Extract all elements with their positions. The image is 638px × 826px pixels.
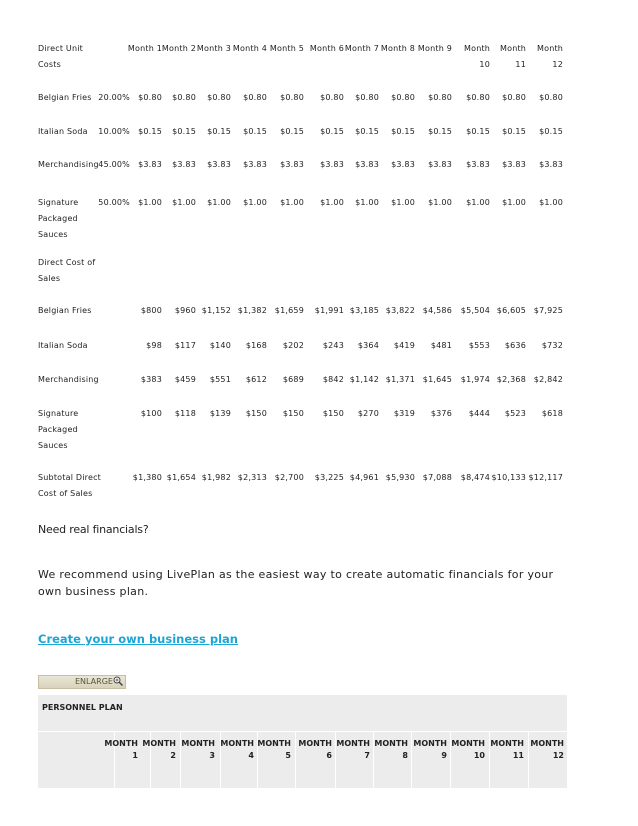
table-cell: $140 [209, 341, 231, 350]
table-cell: $0.80 [243, 93, 267, 102]
table-cell: $1,645 [422, 375, 452, 384]
table-cell: $0.80 [539, 93, 563, 102]
table-cell: $0.80 [391, 93, 415, 102]
table-cell: $612 [245, 375, 267, 384]
row-percent: 10.00% [98, 127, 130, 136]
table-cell: $100 [140, 409, 162, 418]
row-label: Merchandising [38, 375, 99, 384]
personnel-month-header: MONTH 8 [374, 739, 408, 760]
table-cell: $3.83 [138, 160, 162, 169]
month-header: Month 5 [269, 44, 304, 53]
table-cell: $3.83 [207, 160, 231, 169]
table-cell: $150 [322, 409, 344, 418]
subtotal-cell: $3,225 [314, 473, 344, 482]
table-cell: $1.00 [539, 198, 563, 207]
month-header: Month 10 [464, 44, 491, 69]
table-cell: $1,382 [237, 306, 267, 315]
subtotal-cell: $10,133 [491, 473, 526, 482]
table-cell: $1.00 [502, 198, 526, 207]
table-cell: $0.15 [539, 127, 563, 136]
table-cell: $3.83 [280, 160, 304, 169]
month-header: Month 12 [537, 44, 564, 69]
table-cell: $3.83 [428, 160, 452, 169]
subtotal-cell: $2,313 [237, 473, 267, 482]
table-cell: $3.83 [320, 160, 344, 169]
month-header: Month 3 [196, 44, 231, 53]
row-percent: 45.00% [98, 160, 130, 169]
month-header: Month 2 [161, 44, 196, 53]
subtotal-cell: $12,117 [528, 473, 563, 482]
row-label: Italian Soda [38, 341, 88, 350]
table-cell: $3.83 [355, 160, 379, 169]
row-label: Signature Packaged Sauces [38, 198, 79, 239]
personnel-month-header: MONTH 11 [490, 739, 524, 760]
table-cell: $150 [245, 409, 267, 418]
enlarge-button[interactable] [38, 675, 126, 689]
table-cell: $364 [357, 341, 379, 350]
table-cell: $0.15 [280, 127, 304, 136]
table-cell: $0.15 [391, 127, 415, 136]
table-cell: $3.83 [172, 160, 196, 169]
table-cell: $3.83 [539, 160, 563, 169]
row-label: Merchandising [38, 160, 99, 169]
table-cell: $3.83 [502, 160, 526, 169]
table-cell: $636 [504, 341, 526, 350]
table-cell: $270 [357, 409, 379, 418]
personnel-month-header: MONTH 7 [336, 739, 370, 760]
month-header: Month 6 [309, 44, 344, 53]
row-label: Signature Packaged Sauces [38, 409, 79, 450]
table-cell: $618 [541, 409, 563, 418]
month-header: Month 1 [127, 44, 162, 53]
table-cell: $376 [430, 409, 452, 418]
table-cell: $0.15 [320, 127, 344, 136]
month-header: Month 8 [380, 44, 415, 53]
table-cell: $800 [140, 306, 162, 315]
month-header: Month 7 [344, 44, 379, 53]
table-cell: $0.80 [138, 93, 162, 102]
table-cell: $1,974 [460, 375, 490, 384]
table-cell: $118 [174, 409, 196, 418]
recommend-text: We recommend using LivePlan as the easiest way to create automatic financials for your own business plan. [38, 568, 554, 598]
table-cell: $551 [209, 375, 231, 384]
table-cell: $1,371 [385, 375, 415, 384]
table-cell: $0.80 [428, 93, 452, 102]
table-cell: $842 [322, 375, 344, 384]
need-financials-text: Need real financials? [38, 523, 149, 536]
personnel-month-header: MONTH 3 [181, 739, 215, 760]
header-divider [38, 731, 567, 732]
table-cell: $2,842 [533, 375, 563, 384]
table-cell: $1.00 [466, 198, 490, 207]
table-cell: $553 [468, 341, 490, 350]
table-cell: $1.00 [280, 198, 304, 207]
personnel-month-header: MONTH 12 [530, 739, 564, 760]
table-cell: $7,925 [533, 306, 563, 315]
table-cell: $150 [282, 409, 304, 418]
row-label: Belgian Fries [38, 93, 92, 102]
table-cell: $960 [174, 306, 196, 315]
zoom-plus-icon [113, 676, 123, 686]
table-cell: $1,142 [349, 375, 379, 384]
table-cell: $5,504 [460, 306, 490, 315]
table-cell: $0.15 [428, 127, 452, 136]
table-cell: $0.15 [243, 127, 267, 136]
table-cell: $0.80 [355, 93, 379, 102]
subtotal-cell: $5,930 [385, 473, 415, 482]
table-cell: $1.00 [243, 198, 267, 207]
table-cell: $523 [504, 409, 526, 418]
personnel-plan-title: PERSONNEL PLAN [42, 703, 123, 712]
table-cell: $1.00 [207, 198, 231, 207]
subtotal-label: Subtotal Direct Cost of Sales [38, 473, 102, 498]
table-cell: $1.00 [355, 198, 379, 207]
table-cell: $319 [393, 409, 415, 418]
subtotal-cell: $1,982 [201, 473, 231, 482]
table-cell: $202 [282, 341, 304, 350]
table-cell: $3.83 [243, 160, 267, 169]
table-cell: $1,659 [274, 306, 304, 315]
table-cell: $0.80 [502, 93, 526, 102]
table-cell: $1.00 [428, 198, 452, 207]
table-cell: $3,822 [385, 306, 415, 315]
table-cell: $732 [541, 341, 563, 350]
table-cell: $689 [282, 375, 304, 384]
personnel-month-header: MONTH 6 [298, 739, 332, 760]
table-cell: $0.15 [207, 127, 231, 136]
subtotal-cell: $1,380 [132, 473, 162, 482]
month-header: Month 9 [417, 44, 452, 53]
table-cell: $444 [468, 409, 490, 418]
table-cell: $4,586 [422, 306, 452, 315]
table-cell: $0.80 [207, 93, 231, 102]
table-cell: $0.80 [172, 93, 196, 102]
personnel-month-header: MONTH 9 [413, 739, 447, 760]
personnel-month-header: MONTH 5 [257, 739, 291, 760]
subtotal-cell: $4,961 [349, 473, 379, 482]
table-cell: $0.80 [280, 93, 304, 102]
table-cell: $1.00 [320, 198, 344, 207]
table-cell: $1.00 [172, 198, 196, 207]
table-cell: $139 [209, 409, 231, 418]
table-cell: $419 [393, 341, 415, 350]
table-cell: $1.00 [391, 198, 415, 207]
table-cell: $3.83 [391, 160, 415, 169]
table-cell: $1,991 [314, 306, 344, 315]
table-cell: $1.00 [138, 198, 162, 207]
row-percent: 50.00% [98, 198, 130, 207]
row-percent: 20.00% [98, 93, 130, 102]
personnel-month-header: MONTH 1 [104, 739, 138, 760]
table-cell: $1,152 [201, 306, 231, 315]
table-cell: $0.15 [172, 127, 196, 136]
table-cell: $6,605 [496, 306, 526, 315]
subtotal-cell: $7,088 [422, 473, 452, 482]
personnel-month-header: MONTH 10 [451, 739, 485, 760]
subtotal-cell: $1,654 [166, 473, 196, 482]
table-cell: $0.15 [355, 127, 379, 136]
row-label: Italian Soda [38, 127, 88, 136]
enlarge-label: ENLARGE [75, 677, 113, 686]
table-cell: $243 [322, 341, 344, 350]
section-label: Direct Unit Costs [38, 44, 83, 69]
table-cell: $0.80 [466, 93, 490, 102]
table-cell: $98 [146, 341, 162, 350]
month-header: Month 11 [500, 44, 527, 69]
table-cell: $383 [140, 375, 162, 384]
table-cell: $2,368 [496, 375, 526, 384]
table-cell: $459 [174, 375, 196, 384]
table-cell: $168 [245, 341, 267, 350]
section-label: Direct Cost of Sales [38, 258, 96, 283]
table-cell: $0.80 [320, 93, 344, 102]
month-header: Month 4 [232, 44, 267, 53]
table-cell: $0.15 [138, 127, 162, 136]
table-cell: $0.15 [502, 127, 526, 136]
table-cell: $3.83 [466, 160, 490, 169]
table-cell: $481 [430, 341, 452, 350]
table-cell: $0.15 [466, 127, 490, 136]
personnel-plan-table [38, 695, 567, 788]
personnel-month-header: MONTH 2 [142, 739, 176, 760]
table-cell: $3,185 [349, 306, 379, 315]
personnel-month-header: MONTH 4 [220, 739, 254, 760]
subtotal-cell: $2,700 [274, 473, 304, 482]
create-plan-link[interactable]: Create your own business plan [38, 632, 238, 646]
row-label: Belgian Fries [38, 306, 92, 315]
subtotal-cell: $8,474 [460, 473, 490, 482]
table-cell: $117 [174, 341, 196, 350]
